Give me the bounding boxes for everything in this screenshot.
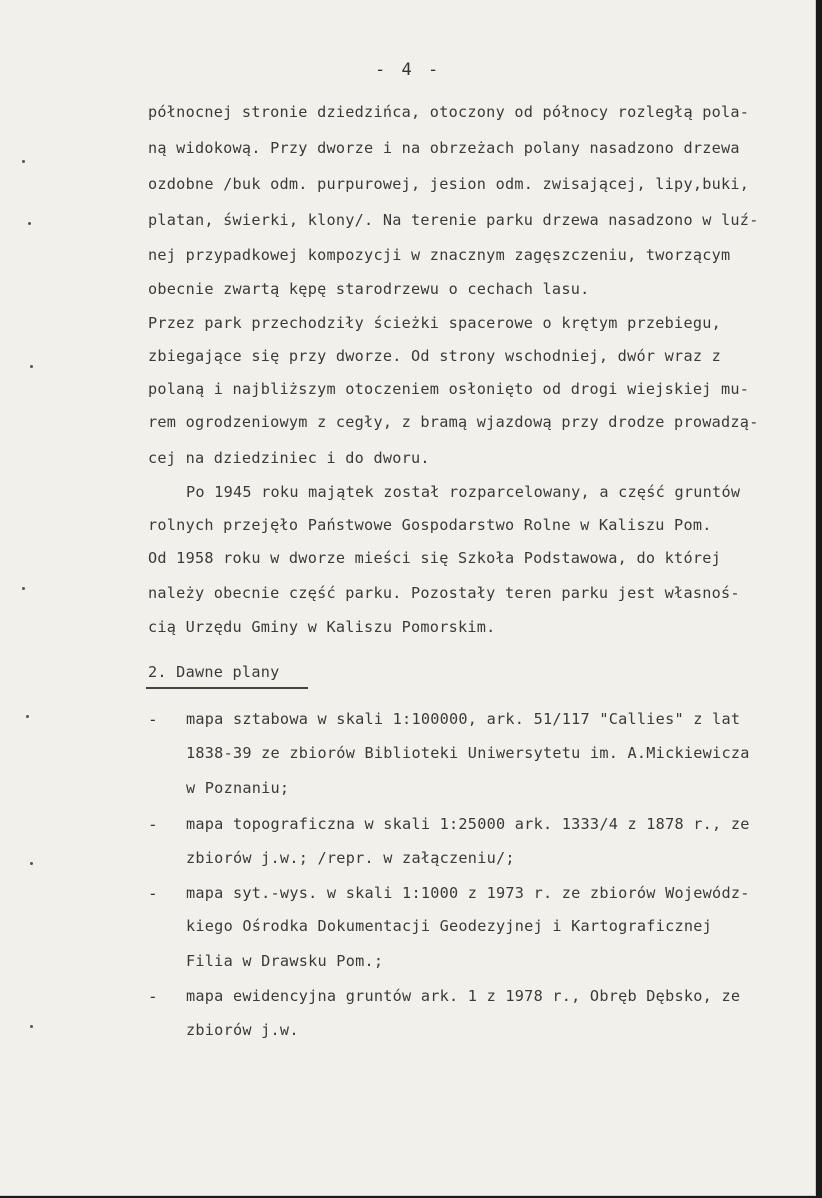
list-item-line: mapa sztabowa w skali 1:100000, ark. 51/117 "Callies" z lat xyxy=(186,710,741,728)
list-item-line: zbiorów j.w.; /repr. w załączeniu/; xyxy=(186,849,515,867)
text-line: platan, świerki, klony/. Na terenie parku drzewa nasadzono w luź- xyxy=(148,211,759,229)
margin-mark xyxy=(26,715,29,718)
list-item-line: w Poznaniu; xyxy=(186,779,290,797)
text-line: należy obecnie część parku. Pozostały teren parku jest własnoś- xyxy=(148,584,740,602)
margin-mark xyxy=(30,862,33,865)
margin-mark xyxy=(22,587,25,590)
margin-mark xyxy=(30,365,33,368)
text-line: zbiegające się przy dworze. Od strony wschodniej, dwór wraz z xyxy=(148,347,722,365)
list-item-line: kiego Ośrodka Dokumentacji Geodezyjnej i Kartograficznej xyxy=(186,917,713,935)
text-line: polaną i najbliższym otoczeniem osłonięto od drogi wiejskiej mu- xyxy=(148,380,750,398)
list-bullet: - xyxy=(148,710,158,729)
text-line: Po 1945 roku majątek został rozparcelowany, a część gruntów xyxy=(186,483,741,501)
text-line: rolnych przejęło Państwowe Gospodarstwo Rolne w Kaliszu Pom. xyxy=(148,516,712,534)
text-line: obecnie zwartą kępę starodrzewu o cechach lasu. xyxy=(148,280,590,298)
page-number: - 4 - xyxy=(375,60,442,80)
text-line: cią Urzędu Gminy w Kaliszu Pomorskim. xyxy=(148,618,496,636)
heading-underline xyxy=(146,687,308,689)
list-item-line: zbiorów j.w. xyxy=(186,1021,299,1039)
list-item-line: mapa syt.-wys. w skali 1:1000 z 1973 r. ze zbiorów Wojewódz- xyxy=(186,884,750,902)
list-item-line: mapa topograficzna w skali 1:25000 ark. 1333/4 z 1878 r., ze xyxy=(186,815,750,833)
text-line: ną widokową. Przy dworze i na obrzeżach polany nasadzono drzewa xyxy=(148,139,740,157)
list-item-line: mapa ewidencyjna gruntów ark. 1 z 1978 r., Obręb Dębsko, ze xyxy=(186,987,741,1005)
text-line: rem ogrodzeniowym z cegły, z bramą wjazdową przy drodze prowadzą- xyxy=(148,413,759,431)
margin-mark xyxy=(30,1025,33,1028)
list-item-line: Filia w Drawsku Pom.; xyxy=(186,952,384,970)
section-heading: 2. Dawne plany xyxy=(148,663,280,681)
text-line: ozdobne /buk odm. purpurowej, jesion odm. zwisającej, lipy,buki, xyxy=(148,175,750,193)
text-line: Od 1958 roku w dworze mieści się Szkoła Podstawowa, do której xyxy=(148,549,722,567)
text-line: nej przypadkowej kompozycji w znacznym zagęszczeniu, tworzącym xyxy=(148,246,731,264)
text-line: Przez park przechodziły ścieżki spacerowe o krętym przebiegu, xyxy=(148,314,722,332)
margin-mark xyxy=(22,160,25,163)
list-item-line: 1838-39 ze zbiorów Biblioteki Uniwersytetu im. A.Mickiewicza xyxy=(186,744,750,762)
list-bullet: - xyxy=(148,815,158,834)
text-line: cej na dziedziniec i do dworu. xyxy=(148,449,430,467)
text-line: północnej stronie dziedzińca, otoczony od północy rozległą pola- xyxy=(148,103,750,121)
margin-mark xyxy=(28,222,31,225)
list-bullet: - xyxy=(148,884,158,903)
list-bullet: - xyxy=(148,987,158,1006)
